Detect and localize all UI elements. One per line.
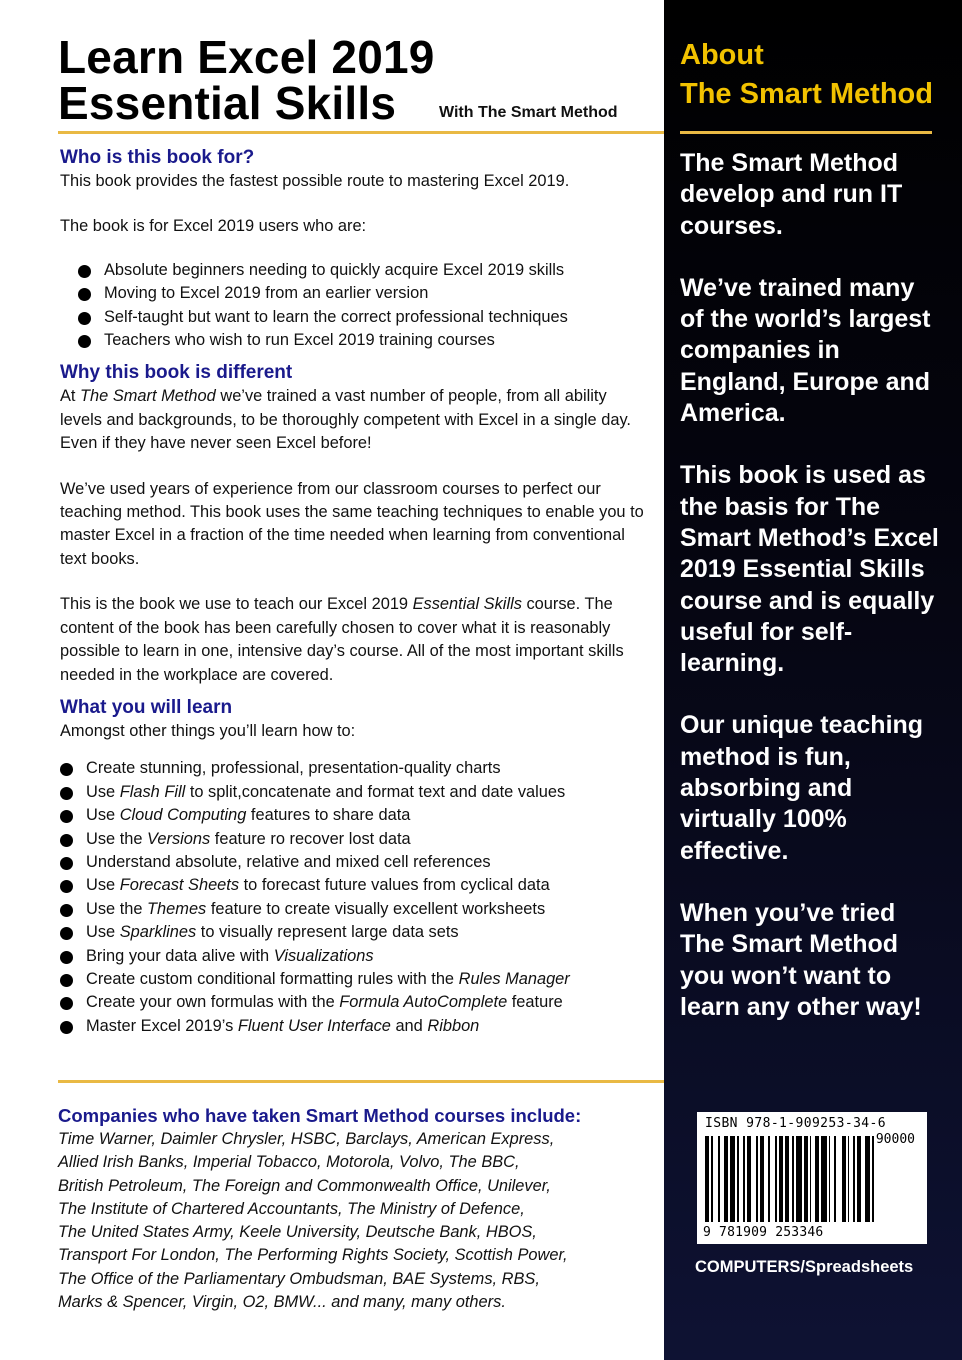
list-item: Create custom conditional formatting rules with the Rules Manager	[60, 968, 650, 991]
title-line-2: Essential Skills	[58, 77, 397, 129]
barcode-addon: 90000	[875, 1132, 915, 1147]
list-item: Absolute beginners needing to quickly acquire Excel 2019 skills	[78, 259, 650, 282]
list-item: Moving to Excel 2019 from an earlier version	[78, 282, 650, 305]
list-item: Use the Versions feature ro recover lost data	[60, 828, 650, 851]
list-item: Understand absolute, relative and mixed cell references	[60, 851, 650, 874]
companies-line: Time Warner, Daimler Chrysler, HSBC, Barclays, American Express,	[58, 1130, 555, 1148]
barcode-digits: 9 781909 253346	[703, 1225, 824, 1240]
list-item: Use Cloud Computing features to share data	[60, 804, 650, 827]
barcode-bars	[705, 1136, 919, 1222]
book-subtitle: With The Smart Method	[439, 104, 618, 121]
companies-line: The United States Army, Keele University, Deutsche Bank, HBOS,	[58, 1223, 537, 1242]
list-item: Use Sparklines to visually represent large data sets	[60, 921, 650, 944]
about-line-2: The Smart Method	[680, 78, 933, 110]
sidebar-paragraph: The Smart Method develop and run IT courses.	[680, 149, 903, 240]
sidebar-paragraph: We’ve trained many of the world’s largest companies in England, Europe and America.	[680, 273, 931, 428]
companies-line: Transport For London, The Performing Rights Society, Scottish Power,	[58, 1246, 568, 1265]
why-paragraph-2: We’ve used years of experience from our classroom courses to perfect our teaching method. This book uses the same teaching techniques to enable you to master Excel in a fraction of the time needed when learning from conventional text books.	[60, 479, 644, 568]
companies-line: Allied Irish Banks, Imperial Tobacco, Motorola, Volvo, The BBC,	[58, 1153, 520, 1172]
who-intro: This book provides the fastest possible route to mastering Excel 2019.	[60, 172, 570, 190]
learn-lead: Amongst other things you’ll learn how to:	[60, 721, 356, 740]
sidebar-paragraph: When you’ve tried The Smart Method you won’t want to learn any other way!	[680, 898, 922, 1021]
list-item: Master Excel 2019’s Fluent User Interface and Ribbon	[60, 1015, 650, 1038]
companies-line: The Institute of Chartered Accountants, The Ministry of Defence,	[58, 1199, 525, 1218]
who-heading: Who is this book for?	[60, 147, 255, 168]
isbn-number: ISBN 978-1-909253-34-6	[705, 1116, 886, 1131]
learn-list	[60, 757, 650, 1038]
companies-section	[58, 1104, 658, 1314]
companies-list	[58, 1128, 658, 1314]
sidebar-text	[680, 148, 942, 1054]
who-lead: The book is for Excel 2019 users who are:	[60, 217, 367, 236]
bottom-divider	[58, 1080, 664, 1083]
list-item: Create your own formulas with the Formula AutoComplete feature	[60, 991, 650, 1014]
sidebar-divider	[680, 131, 932, 134]
main-content	[60, 146, 650, 1038]
sidebar-paragraph: This book is used as the basis for The Smart Method’s Excel 2019 Essential Skills course and is equally useful for self-learning.	[680, 461, 939, 678]
top-divider	[58, 131, 664, 134]
companies-line: Marks & Spencer, Virgin, O2, BMW... and many, many others.	[58, 1293, 506, 1312]
isbn-barcode	[697, 1112, 927, 1244]
book-title	[58, 31, 435, 129]
why-paragraph-1: At The Smart Method we’ve trained a vast number of people, from all ability levels and backgrounds, to be thoroughly competent with Excel in a single day. Even if they have never seen Excel before!	[60, 387, 631, 453]
companies-heading: Companies who have taken Smart Method courses include:	[58, 1105, 582, 1126]
list-item: Use the Themes feature to create visually excellent worksheets	[60, 898, 650, 921]
title-line-1: Learn Excel 2019	[58, 31, 435, 83]
why-paragraph-3: This is the book we use to teach our Excel 2019 Essential Skills course. The content of the book has been carefully chosen to cover what it is reasonably possible to learn in one, intensive day’s course. All of the most important skills needed in the workplace are covered.	[60, 595, 624, 684]
why-heading: Why this book is different	[60, 362, 293, 384]
list-item: Bring your data alive with Visualizations	[60, 945, 650, 968]
about-heading	[680, 36, 933, 114]
list-item: Use Forecast Sheets to forecast future values from cyclical data	[60, 874, 650, 897]
sidebar-paragraph: Our unique teaching method is fun, absorbing and virtually 100% effective.	[680, 711, 924, 865]
who-list	[78, 259, 650, 353]
book-category: COMPUTERS/Spreadsheets	[695, 1258, 914, 1276]
about-line-1: About	[680, 39, 764, 71]
list-item: Create stunning, professional, presentation-quality charts	[60, 757, 650, 780]
list-item: Use Flash Fill to split,concatenate and format text and date values	[60, 781, 650, 804]
companies-line: The Office of the Parliamentary Ombudsman, BAE Systems, RBS,	[58, 1269, 540, 1288]
learn-heading: What you will learn	[60, 696, 233, 718]
list-item: Self-taught but want to learn the correct professional techniques	[78, 306, 650, 329]
list-item: Teachers who wish to run Excel 2019 training courses	[78, 329, 650, 352]
companies-line: British Petroleum, The Foreign and Commonwealth Office, Unilever,	[58, 1176, 551, 1195]
